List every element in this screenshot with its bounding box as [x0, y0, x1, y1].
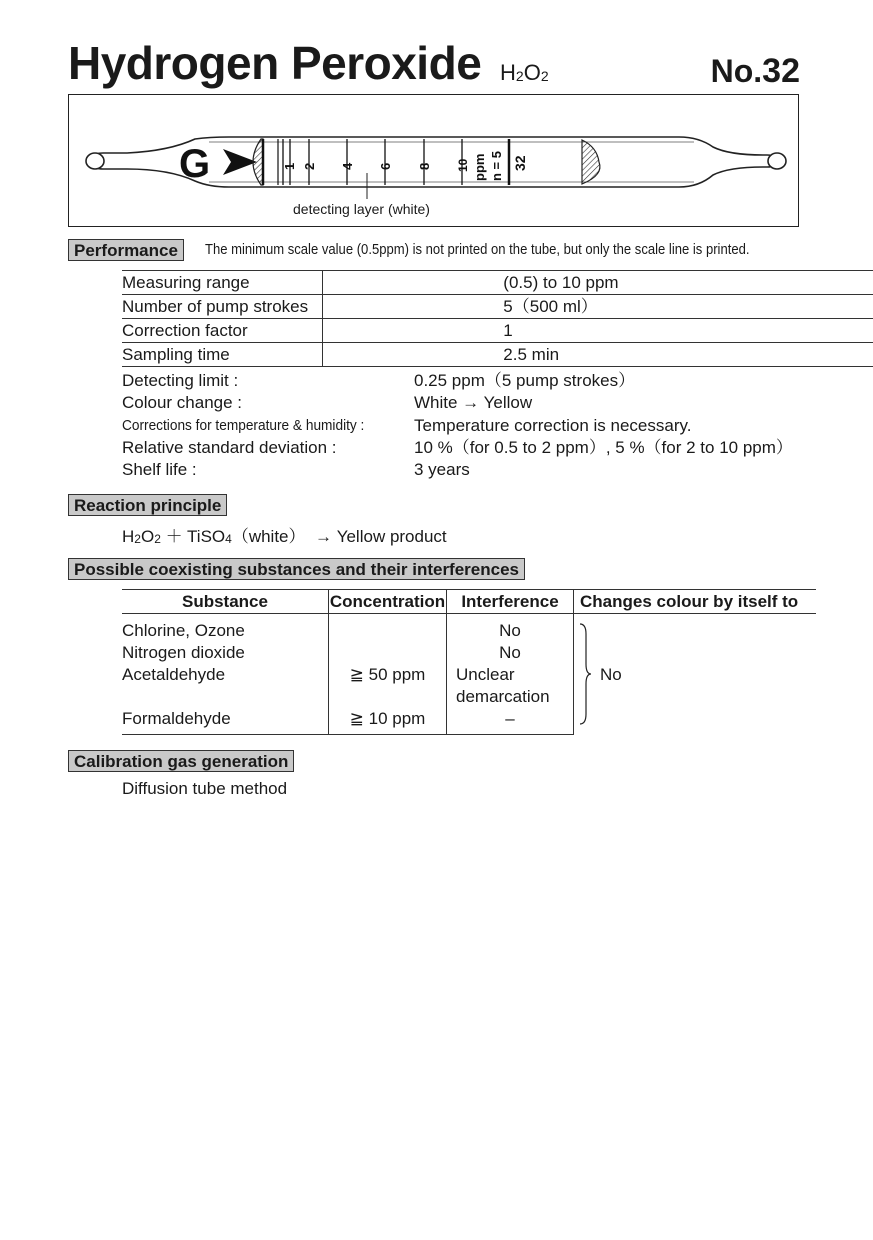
scale-mark: 2 [302, 162, 317, 170]
unit-label: ppm [472, 153, 487, 181]
substance-cell: Acetaldehyde [122, 664, 329, 686]
interference-table [122, 589, 816, 735]
sampling-time-value: 2.5 min [503, 345, 560, 364]
interference-cell: No [447, 620, 574, 642]
rsd-value: 10 %（for 0.5 to 2 ppm）, 5 %（for 2 to 10 ppm） [414, 437, 793, 457]
corrections-value: Temperature correction is necessary. [414, 415, 692, 435]
sampling-time-label: Sampling time [122, 343, 323, 367]
formula-sub1: 2 [515, 68, 524, 84]
interference-cell: No [447, 642, 574, 664]
interference-cell: – [447, 708, 574, 735]
table-row [122, 271, 873, 295]
list-item [122, 459, 812, 481]
col-substance: Substance [122, 590, 329, 614]
list-item [122, 370, 812, 392]
reactant1-sub1: 2 [134, 532, 141, 546]
measuring-range-value: (0.5) to 10 ppm [503, 273, 619, 292]
table-row [122, 295, 873, 319]
col-interference: Interference [447, 590, 574, 614]
concentration-cell [329, 642, 447, 664]
scale-mark: 8 [417, 162, 432, 170]
substance-cell: Nitrogen dioxide [122, 642, 329, 664]
detecting-limit-label: Detecting limit : [122, 371, 239, 390]
performance-note: The minimum scale value (0.5ppm) is not printed on the tube, but only the scale line is printed. [205, 241, 750, 258]
reaction-equation [122, 522, 447, 547]
tube-tip-right [768, 153, 786, 169]
col-concentration: Concentration [329, 590, 447, 614]
table-row [122, 343, 873, 367]
changes-colour-value: No [600, 665, 622, 684]
detector-tube-drawing [69, 95, 800, 228]
colour-change-label: Colour change : [122, 393, 243, 413]
formula-o: O [523, 60, 541, 85]
performance-heading: Performance [68, 239, 184, 261]
colour-change-value: White → Yellow [414, 393, 533, 413]
reactant1-h: H [122, 527, 135, 546]
reaction-product: Yellow product [336, 527, 447, 546]
performance-specs [122, 370, 812, 481]
tube-illustration [68, 94, 799, 227]
reaction-arrow-icon: → [314, 527, 332, 546]
substance-cell: Formaldehyde [122, 708, 329, 735]
brand-logo: G [179, 142, 211, 186]
coexisting-heading: Possible coexisting substances and their interferences [68, 558, 525, 580]
detecting-limit-value: 0.25 ppm（5 pump strokes） [414, 371, 636, 390]
reactant1-o: O [140, 527, 155, 546]
list-item [122, 415, 812, 437]
brace-icon [578, 622, 592, 726]
table-row [122, 620, 816, 642]
concentration-cell: ≧ 10 ppm [329, 708, 447, 735]
pump-strokes-value: 5（500 ml） [503, 297, 598, 316]
tube-number-value: 32 [762, 52, 800, 90]
tube-tip-left [86, 153, 104, 169]
reactant2-sub: 4 [225, 532, 232, 546]
concentration-cell: ≧ 50 ppm [329, 664, 447, 686]
substance-cell: Chlorine, Ozone [122, 620, 329, 642]
changes-colour-cell [574, 620, 817, 735]
reactant1-sub2: 2 [154, 532, 161, 546]
corrections-label: Corrections for temperature & humidity : [122, 416, 365, 434]
scale-mark: 1 [282, 162, 297, 170]
scale-mark: 10 [456, 158, 470, 172]
col-changes-colour: Changes colour by itself to [574, 590, 817, 614]
formula-h: H [500, 60, 516, 85]
tube-number-mark: 32 [512, 155, 528, 171]
calibration-heading: Calibration gas generation [68, 750, 294, 772]
table-row [122, 319, 873, 343]
tube-number-prefix: No. [710, 53, 763, 89]
reactant2-tiso: TiSO [187, 527, 226, 546]
plus-sign: ＋ [165, 527, 183, 546]
formula-sub2: 2 [540, 68, 549, 84]
detecting-layer-label: detecting layer (white) [293, 201, 430, 217]
shelf-life-value: 3 years [414, 460, 470, 480]
reactant2-state: （white） [231, 527, 306, 546]
shelf-life-label: Shelf life : [122, 460, 197, 480]
substance-cell [122, 686, 329, 708]
page-title: Hydrogen Peroxide [68, 37, 482, 89]
scale-mark: 6 [378, 162, 393, 170]
measuring-range-label: Measuring range [122, 271, 323, 295]
list-item [122, 392, 812, 414]
concentration-cell [329, 686, 447, 708]
strokes-label: n = 5 [489, 151, 504, 181]
list-item [122, 437, 812, 459]
rsd-label: Relative standard deviation : [122, 437, 337, 457]
correction-factor-value: 1 [503, 321, 513, 340]
correction-factor-label: Correction factor [122, 319, 323, 343]
tube-number [711, 52, 800, 91]
performance-table [122, 270, 873, 367]
scale-mark: 4 [340, 162, 355, 170]
table-header-row [122, 590, 816, 614]
pump-strokes-label: Number of pump strokes [122, 295, 323, 319]
interference-cell: demarcation [447, 686, 574, 708]
chemical-formula [500, 60, 549, 86]
reaction-heading: Reaction principle [68, 494, 227, 516]
interference-cell: Unclear [447, 664, 574, 686]
calibration-method: Diffusion tube method [122, 779, 288, 798]
concentration-cell [329, 620, 447, 642]
